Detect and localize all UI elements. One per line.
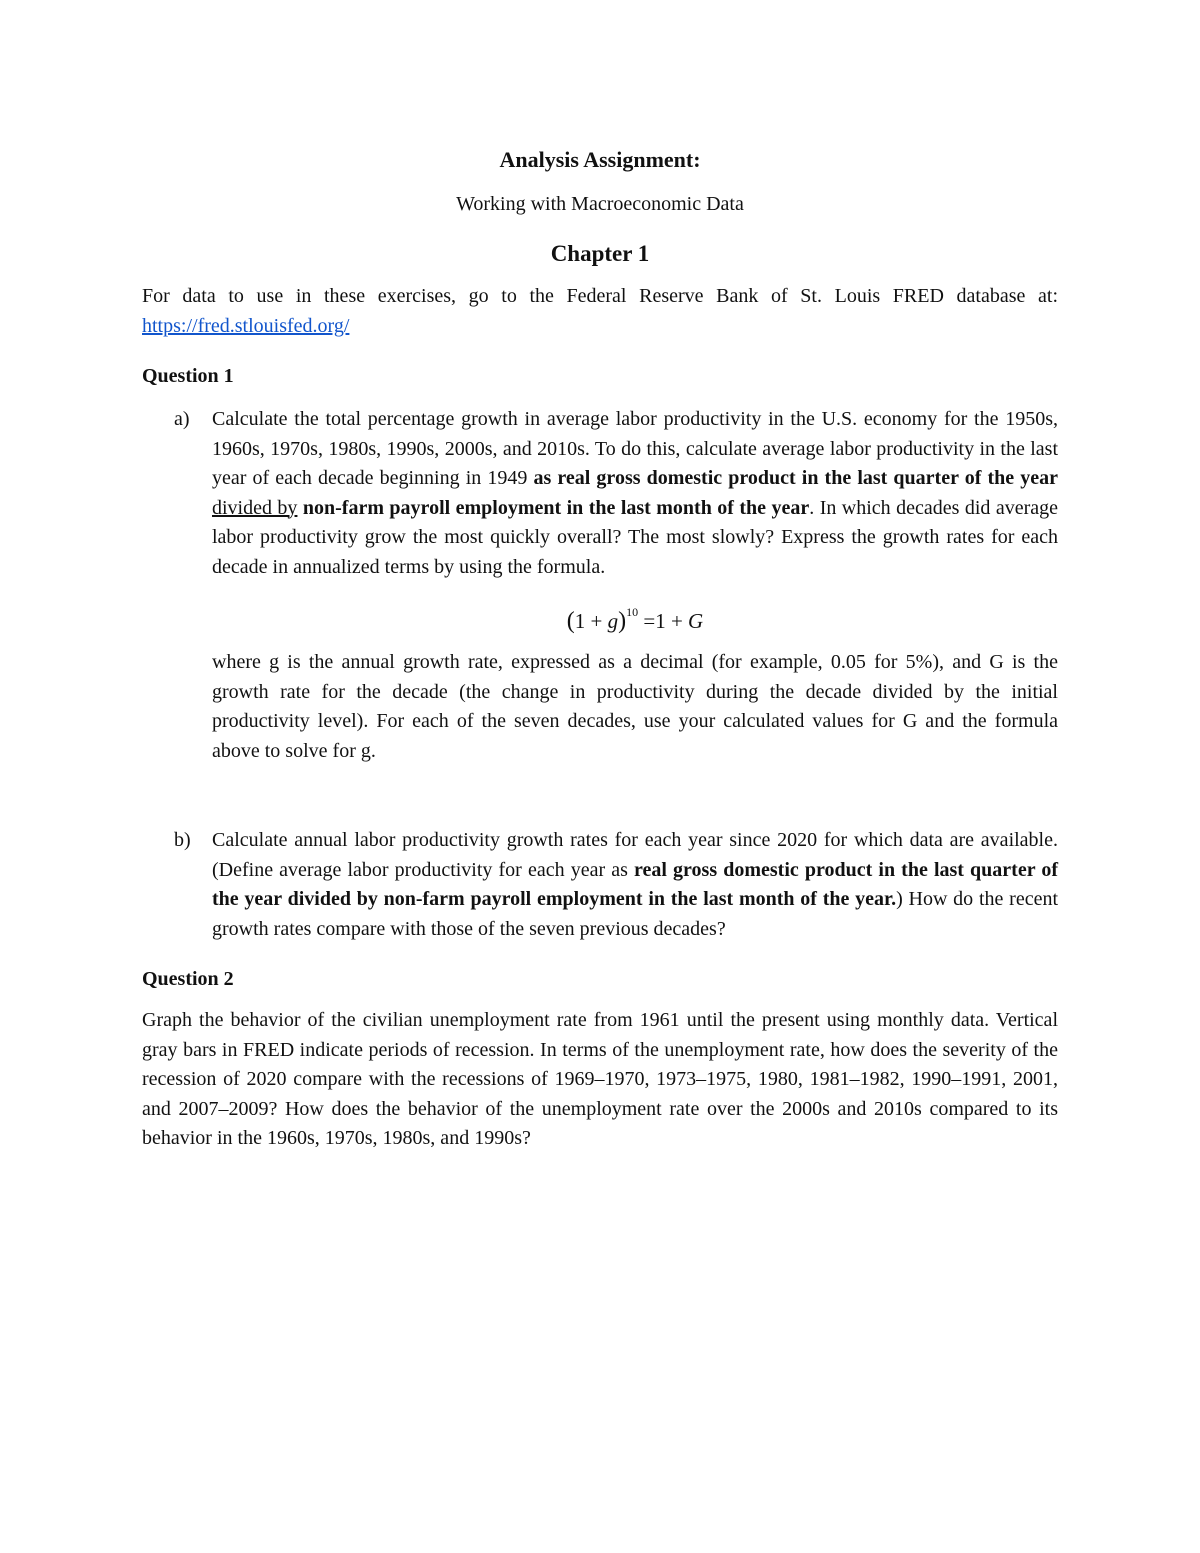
document-page [142, 140, 1058, 1154]
document-title: Analysis Assignment: [499, 147, 701, 172]
question-1a-text [212, 405, 1058, 582]
question-1b [142, 826, 1058, 944]
question-1a-after-text: where g is the annual growth rate, expressed as a decimal (for example, 0.05 for 5%), and G is the growth rate for the decade (the change in productivity during the decade divided by the initial productivity level). For each of the seven decades, use your calculated values for G and the formula above to solve for g. [212, 651, 1058, 762]
question-1-heading: Question 1 [142, 365, 234, 387]
question-1b-text: Calculate annual labor productivity growth rates for each year since 2020 for which data are available. (Define average labor productivity for each year as real gross domestic product in the last quarter of the year divided by non-farm payroll employment in the last month of the year.) How do the recent growth rates compare with those of the seven previous decades? [212, 829, 1059, 940]
q1a-underline: divided by [212, 496, 298, 519]
chapter-heading: Chapter 1 [550, 241, 650, 266]
q1a-text-1: Calculate the total percentage growth in average labor productivity in the U.S. economy for the 1950s, 1960s, 1970s, 1980s, 1990s, 2000s, and 2010s. To do this, calculate average labor productivity in the last year of each decade beginning in 1949 [212, 408, 1058, 489]
intro-paragraph [142, 282, 1058, 341]
question-2-heading: Question 2 [142, 968, 234, 990]
question-2-body: Graph the behavior of the civilian unemployment rate from 1961 until the present using monthly data. Vertical gray bars in FRED indicate periods of recession. In terms of the unemployment rate, how does the severity of the recession of 2020 compare with the recessions of 1969–1970, 1973–1975, 1980, 1981–1982, 1990–1991, 2001, and 2007–2009? How does the behavior of the unemployment rate over the 2000s and 2010s compared to its behavior in the 1960s, 1970s, 1980s, and 1990s? [142, 1009, 1058, 1149]
q1a-bold-2: non-farm payroll employment in the last month of the year [302, 496, 810, 519]
item-letter-a: a) [174, 408, 190, 430]
document-subtitle: Working with Macroeconomic Data [456, 193, 744, 215]
fred-link[interactable]: https://fred.stlouisfed.org/ [142, 314, 350, 337]
q1a-bold-1: as real gross domestic product in the last quarter of the year [533, 467, 1058, 489]
q1a-text-4: . In which decades did average labor productivity grow the most quickly overall? The most slowly? Express the growth rates for each decade in annualized terms by using the formula. [212, 496, 1059, 578]
item-letter-b: b) [174, 829, 191, 851]
question-1a [142, 405, 1058, 766]
q1b-bold: real gross domestic product in the last quarter of the year divided by non-farm payroll employment in the last month of the year. [212, 858, 1059, 910]
intro-text: For data to use in these exercises, go to the Federal Reserve Bank of St. Louis FRED database at: [142, 285, 1058, 307]
growth-formula: $(1 + g)^{10} =1 + G$ [566, 605, 704, 634]
